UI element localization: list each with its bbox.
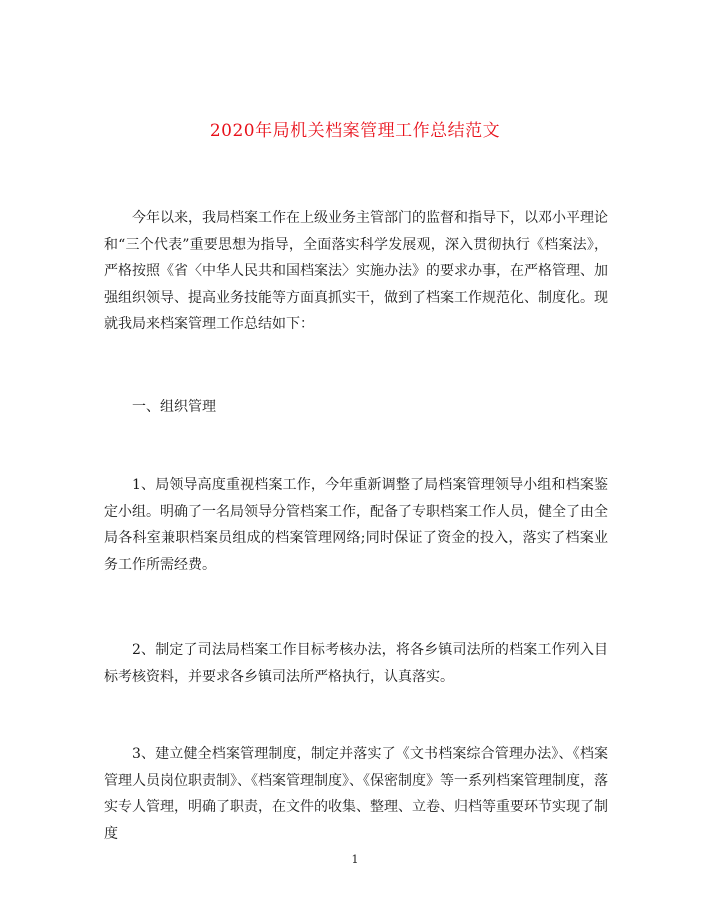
list-item-2: 2、制定了司法局档案工作目标考核办法，将各乡镇司法所的档案工作列入目标考核资料，并要求各乡镇司法所严格执行，认真落实。 xyxy=(104,642,608,685)
intro-paragraph: 今年以来，我局档案工作在上级业务主管部门的监督和指导下，以邓小平理论和“三个代表”重要思想为指导，全面落实科学发展观，深入贯彻执行《档案法》，严格按照《省〈中华人民共和国档案法〉实施办法》的要求办事，在严格管理、加强组织领导、提高业务技能等方面真抓实干，做到了档案工作规范化、制度化。现就我局来档案管理工作总结如下： xyxy=(104,210,608,332)
page-number: 1 xyxy=(351,853,359,866)
document-title: 2020年局机关档案管理工作总结范文 xyxy=(209,121,501,141)
section-heading: 一、组织管理 xyxy=(132,399,216,415)
list-item-1: 1、局领导高度重视档案工作，今年重新调整了局档案管理领导小组和档案鉴定小组。明确了一名局领导分管档案工作，配备了专职档案工作人员，健全了由全局各科室兼职档案员组成的档案管理网络;同时保证了资金的投入，落实了档案业务工作所需经费。 xyxy=(104,477,608,573)
list-item-3: 3、建立健全档案管理制度，制定并落实了《文书档案综合管理办法》、《档案管理人员岗位职责制》、《档案管理制度》、《保密制度》等一系列档案管理制度，落实专人管理，明确了职责，在文件的收集、整理、立卷、归档等重要环节实现了制度 xyxy=(104,746,608,842)
